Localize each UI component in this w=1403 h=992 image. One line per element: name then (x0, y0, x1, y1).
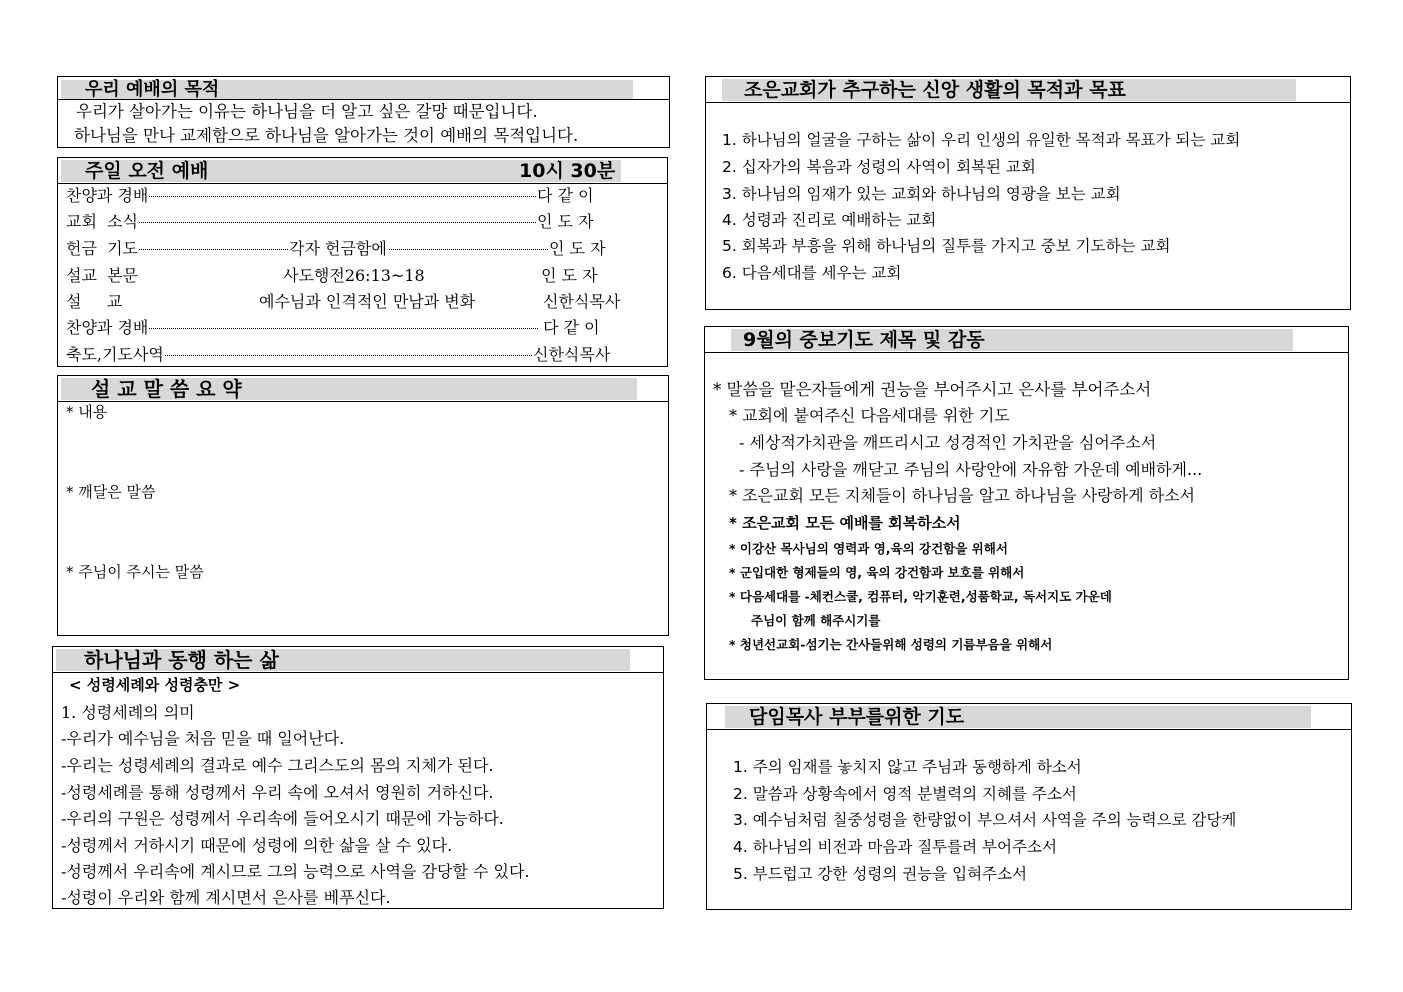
pastor-prayer-item: 2. 말씀과 상황속에서 영적 분별력의 지혜를 주소서 (733, 785, 1077, 803)
worship-purpose-line: 하나님을 만나 교제함으로 하나님을 알아가는 것이 예배의 목적입니다. (74, 126, 579, 145)
worship-purpose-line: 우리가 살아가는 이유는 하나님을 더 알고 싶은 갈망 때문입니다. (76, 102, 538, 121)
order-label: 축도,기도사역 (66, 345, 164, 364)
goal-item: 4. 성령과 진리로 예배하는 교회 (722, 211, 937, 229)
order-row (66, 344, 659, 366)
prayer-item: * 청년선교회-섬기는 간사들위해 성령의 기름부음을 위해서 (729, 637, 1053, 652)
intercessory-prayer-section (704, 326, 1349, 680)
order-leader: 신한식목사 (543, 292, 621, 311)
order-leader: 다 같 이 (543, 318, 600, 337)
walk-line: -성령께서 우리속에 계시므로 그의 능력으로 사역을 감당할 수 있다. (61, 862, 530, 881)
prayer-item: * 다음세대를 -체컨스쿨, 컴퓨터, 악기훈련,성품학교, 독서지도 가운데 (729, 589, 1112, 604)
walk-line: -우리는 성령세례의 결과로 예수 그리스도의 몸의 지체가 된다. (61, 756, 494, 775)
order-label: 헌금 기도 (66, 239, 138, 258)
church-goals-section (705, 76, 1351, 310)
church-goals-title: 조은교회가 추구하는 신앙 생활의 목적과 목표 (722, 79, 1296, 101)
worship-purpose-section (57, 76, 670, 148)
walk-with-god-section (52, 646, 664, 909)
sermon-note-item: * 깨달은 말씀 (66, 483, 156, 501)
prayer-item: * 군입대한 형제들의 영, 육의 강건함과 보호를 위해서 (729, 565, 1025, 580)
order-leader: 인 도 자 (541, 266, 598, 285)
pastor-prayer-item: 4. 하나님의 비전과 마음과 질투를려 부어주소서 (733, 838, 1057, 856)
order-row (66, 238, 659, 260)
prayer-item: - 주님의 사랑을 깨닫고 주님의 사랑안에 자유함 가운데 예배하게... (739, 460, 1203, 479)
goal-item: 3. 하나님의 임재가 있는 교회와 하나님의 영광을 보는 교회 (722, 185, 1121, 203)
order-label: 설 교 (66, 292, 123, 311)
goal-item: 1. 하나님의 얼굴을 구하는 삶이 우리 인생의 유일한 목적과 목표가 되는 교회 (722, 131, 1241, 149)
order-detail: 각자 헌금함에 (289, 239, 387, 258)
order-row (66, 185, 659, 207)
order-detail: 사도행전26:13~18 (283, 266, 425, 285)
walk-line: -성령이 우리와 함께 계시면서 은사를 베푸신다. (61, 888, 391, 907)
order-label: 찬양과 경배 (66, 186, 149, 205)
worship-purpose-title: 우리 예배의 목적 (61, 80, 633, 100)
goal-item: 5. 회복과 부흥을 위해 하나님의 질투를 가지고 중보 기도하는 교회 (722, 237, 1171, 255)
prayer-item: * 말씀을 맡은자들에게 권능을 부어주시고 은사를 부어주소서 (713, 380, 1152, 399)
order-detail: 예수님과 인격적인 만남과 변화 (259, 292, 476, 311)
walk-line: -성령께서 거하시기 때문에 성령에 의한 삶을 살 수 있다. (61, 836, 453, 855)
walk-subtitle: < 성령세례와 성령충만 > (69, 676, 241, 694)
order-row (66, 291, 659, 313)
order-label: 설교 본문 (66, 266, 138, 285)
order-row (66, 265, 659, 287)
pastor-prayer-section (706, 703, 1352, 910)
order-leader: 인 도 자 (549, 239, 606, 258)
order-leader: 다 같 이 (537, 186, 594, 205)
pastor-prayer-item: 1. 주의 임재를 놓치지 않고 주님과 동행하게 하소서 (733, 758, 1082, 776)
order-leader: 인 도 자 (537, 212, 594, 231)
goal-item: 2. 십자가의 복음과 성령의 사역이 회복된 교회 (722, 158, 1036, 176)
pastor-prayer-title: 담임목사 부부를위한 기도 (725, 706, 1311, 728)
prayer-item: * 이강산 목사님의 영력과 영,육의 강건함을 위해서 (729, 541, 1008, 556)
sermon-summary-section (57, 375, 669, 636)
prayer-item: - 세상적가치관을 깨뜨리시고 성경적인 가치관을 심어주소서 (739, 433, 1157, 452)
walk-line: -우리가 예수님을 처음 믿을 때 일어난다. (61, 729, 345, 748)
order-row (66, 211, 659, 233)
sunday-service-time: 10시 30분 (519, 160, 616, 182)
sermon-summary-title: 설 교 말 씀 요 약 (61, 378, 637, 400)
prayer-item: * 조은교회 모든 지체들이 하나님을 알고 하나님을 사랑하게 하소서 (729, 486, 1196, 505)
sunday-service-section (57, 157, 668, 367)
sermon-note-item: * 내용 (66, 403, 108, 421)
order-label: 찬양과 경배 (66, 318, 149, 337)
order-label: 교회 소식 (66, 212, 138, 231)
prayer-item: * 조은교회 모든 예배를 회복하소서 (729, 514, 961, 532)
pastor-prayer-item: 5. 부드럽고 강한 성령의 권능을 입혀주소서 (733, 865, 1027, 883)
order-leader: 신한식목사 (533, 345, 611, 364)
prayer-item: * 교회에 붙여주신 다음세대를 위한 기도 (729, 406, 1010, 425)
sunday-service-title: 주일 오전 예배 (61, 160, 621, 182)
pastor-prayer-item: 3. 예수님처럼 칠중성령을 한량없이 부으셔서 사역을 주의 능력으로 감당케 (733, 811, 1237, 829)
walk-line: -성령세례를 통해 성령께서 우리 속에 오셔서 영원히 거하신다. (61, 783, 494, 802)
walk-line: -우리의 구원은 성령께서 우리속에 들어오시기 때문에 가능하다. (61, 809, 504, 828)
walk-line: 1. 성령세례의 의미 (61, 703, 195, 722)
intercessory-prayer-title: 9월의 중보기도 제목 및 감동 (731, 329, 1293, 351)
goal-item: 6. 다음세대를 세우는 교회 (722, 264, 902, 282)
prayer-item: 주님이 함께 해주시기를 (751, 613, 881, 628)
order-row (66, 317, 659, 339)
sermon-note-item: * 주님이 주시는 말씀 (66, 563, 204, 581)
walk-with-god-title: 하나님과 동행 하는 삶 (56, 649, 630, 671)
